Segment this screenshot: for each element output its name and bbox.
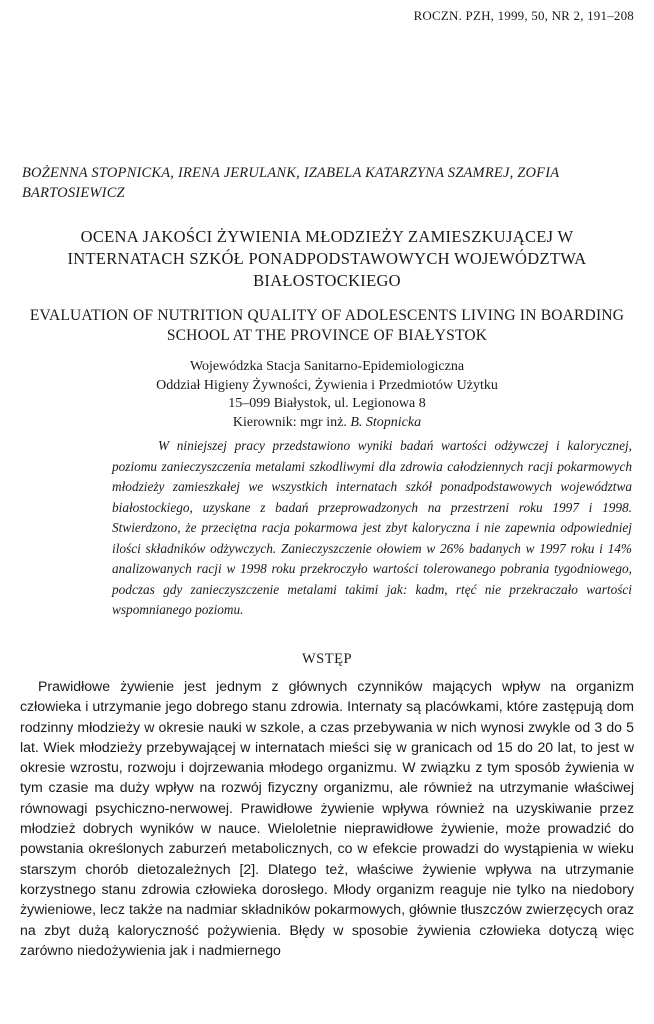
affiliation-institution: Wojewódzka Stacja Sanitarno-Epidemiologiczna bbox=[189, 359, 465, 374]
journal-reference: ROCZN. PZH, 1999, 50, NR 2, 191–208 bbox=[413, 8, 634, 23]
affiliation-department: Oddział Higieny Żywności, Żywienia i Przedmiotów Użytku bbox=[156, 377, 498, 393]
body-paragraph: Prawidłowe żywienie jest jednym z głównych czynników mających wpływ na organizm człowieka i utrzymanie jego dobrego stanu zdrowia. Internaty są placówkami, które zastępują dom rodzinny młodzieży w okresie nauki w szkole, a czas przebywania w nich wynosi zwykle od 3 do 5 lat. Wiek młodzieży przebywającej w internatach mieści się w granicach od 15 do 20 lat, to jest w okresie wzrostu, rozwoju i dojrzewania młodego organizmu. W związku z tym sposób żywienia w tym czasie ma duży wpływ na rozwój fizyczny organizmu, ale również na utrzymanie właściwej równowagi psychiczno-nerwowej. Prawidłowe żywienie wpływa również na uzyskiwanie przez młodzież dobrych wyników w nauce. Wieloletnie nieprawidłowe żywienie, może prowadzić do powstania określonych zaburzeń metabolicznych, co w efekcie prowadzi do wystąpienia w wieku starszym chorób dietozależnych [2]. Dlatego też, właściwe żywienie wpływa na utrzymanie korzystnego stanu zdrowia człowieka dorosłego. Młody organizm reaguje nie tylko na niedobory żywieniowe, lecz także na nadmiar składników pokarmowych, głównie tłuszczów zwierzęcych oraz na zbyt dużą kaloryczność pożywienia. Błędy w sposobie żywienia człowieka dotyczą więc zarówno niedożywienia jak i nadmiernego bbox=[20, 678, 634, 958]
section-heading: WSTĘP bbox=[301, 651, 353, 667]
affiliation-head-name: B. Stopnicka bbox=[350, 414, 422, 430]
author-list: BOŻENNA STOPNICKA, IRENA JERULANK, IZABELA KATARZYNA SZAMREJ, ZOFIA BARTOSIEWICZ bbox=[22, 165, 560, 201]
affiliation-block bbox=[0, 358, 654, 432]
title-polish: OCENA JAKOŚCI ŻYWIENIA MŁODZIEŻY ZAMIESZKUJĄCEJ W INTERNATACH SZKÓŁ PONADPODSTAWOWYCH WOJEWÓDZTWA BIAŁOSTOCKIEGO bbox=[67, 227, 587, 290]
abstract: W niniejszej pracy przedstawiono wyniki badań wartości odżywczej i kalorycznej, poziomu zanieczyszczenia metalami szkodliwymi dla zdrowia całodziennych racji pokarmowych młodzieży zamieszkałej we wszystkich internatach szkół ponadpodstawowych województwa białostockiego, uzyskane z badań przeprowadzonych na przestrzeni roku 1997 i 1998. Stwierdzono, że przeciętna racja pokarmowa jest zbyt kaloryczna i nie zapewnia odpowiedniej ilości składników odżywczych. Zanieczyszczenie ołowiem w 26% badanych w 1997 roku i 14% analizowanych racji w 1998 roku przekroczyło wartości tolerowanego pobrania tygodniowego, podczas gdy zanieczyszczenie metalami takimi jak: kadm, rtęć nie przekraczało wartości wspomnianego poziomu. bbox=[112, 438, 632, 617]
affiliation-head-label: Kierownik: mgr inż. bbox=[232, 414, 347, 430]
affiliation-address: 15–099 Białystok, ul. Legionowa 8 bbox=[228, 396, 426, 411]
title-english: EVALUATION OF NUTRITION QUALITY OF ADOLESCENTS LIVING IN BOARDING SCHOOL AT THE PROVINCE OF BIAŁYSTOK bbox=[29, 307, 625, 344]
affiliation-head bbox=[0, 414, 654, 433]
